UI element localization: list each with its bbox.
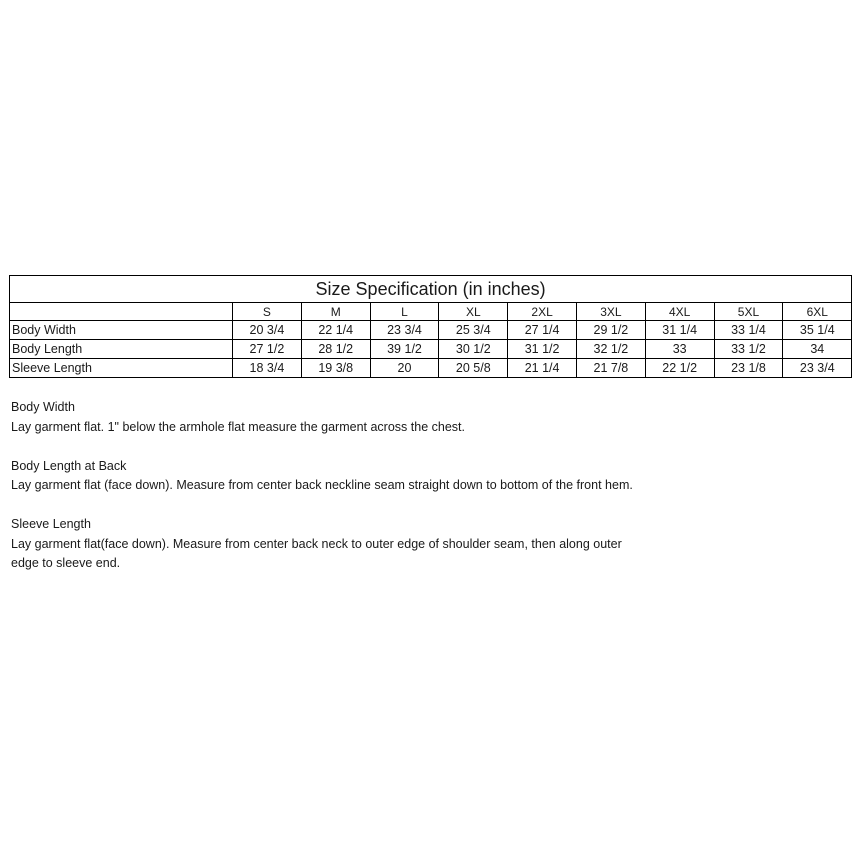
note-text: Lay garment flat. 1" below the armhole flat measure the garment across the chest. [11, 419, 465, 434]
note-sleeve-length [11, 515, 711, 574]
table-cell: 23 3/4 [783, 359, 852, 378]
table-cell: 20 3/4 [233, 321, 302, 340]
size-header-m: M [301, 303, 370, 321]
table-cell: 34 [783, 340, 852, 359]
table-cell: 21 7/8 [576, 359, 645, 378]
table-cell: 22 1/4 [301, 321, 370, 340]
size-header-s: S [233, 303, 302, 321]
table-cell: 18 3/4 [233, 359, 302, 378]
note-body-length [11, 457, 711, 496]
note-text: Lay garment flat(face down). Measure from center back neck to outer edge of shoulder seam, then along outer edge to sleeve end. [11, 536, 622, 570]
size-header-2xl: 2XL [508, 303, 577, 321]
size-header-row [10, 303, 852, 321]
table-cell: 27 1/4 [508, 321, 577, 340]
table-cell: 31 1/2 [508, 340, 577, 359]
row-label-sleeve-length: Sleeve Length [10, 359, 233, 378]
table-cell: 19 3/8 [301, 359, 370, 378]
size-header-3xl: 3XL [576, 303, 645, 321]
table-cell: 39 1/2 [370, 340, 439, 359]
size-spec-table [9, 275, 852, 378]
size-header-4xl: 4XL [645, 303, 714, 321]
size-header-xl: XL [439, 303, 508, 321]
row-label-body-length: Body Length [10, 340, 233, 359]
table-cell: 31 1/4 [645, 321, 714, 340]
note-heading: Body Width [11, 400, 75, 414]
title-row [10, 276, 852, 303]
table-cell: 30 1/2 [439, 340, 508, 359]
note-heading: Sleeve Length [11, 517, 91, 531]
table-row-body-width [10, 321, 852, 340]
table-cell: 28 1/2 [301, 340, 370, 359]
table-cell: 33 1/4 [714, 321, 783, 340]
note-text: Lay garment flat (face down). Measure from center back neckline seam straight down to bottom of the front hem. [11, 478, 633, 492]
table-cell: 35 1/4 [783, 321, 852, 340]
table-cell: 22 1/2 [645, 359, 714, 378]
table-cell: 33 1/2 [714, 340, 783, 359]
table-title: Size Specification (in inches) [10, 276, 852, 303]
size-header-5xl: 5XL [714, 303, 783, 321]
table-row-body-length [10, 340, 852, 359]
table-cell: 23 3/4 [370, 321, 439, 340]
header-corner-cell [10, 303, 233, 321]
table-cell: 21 1/4 [508, 359, 577, 378]
table-row-sleeve-length [10, 359, 852, 378]
table-cell: 32 1/2 [576, 340, 645, 359]
table-cell: 23 1/8 [714, 359, 783, 378]
table-cell: 33 [645, 340, 714, 359]
note-body-width [11, 398, 711, 437]
table-cell: 29 1/2 [576, 321, 645, 340]
table-cell: 27 1/2 [233, 340, 302, 359]
table-cell: 20 5/8 [439, 359, 508, 378]
size-header-l: L [370, 303, 439, 321]
size-header-6xl: 6XL [783, 303, 852, 321]
note-heading: Body Length at Back [11, 458, 127, 473]
row-label-body-width: Body Width [10, 321, 233, 340]
table-cell: 25 3/4 [439, 321, 508, 340]
measurement-notes [11, 398, 711, 593]
table-cell: 20 [370, 359, 439, 378]
